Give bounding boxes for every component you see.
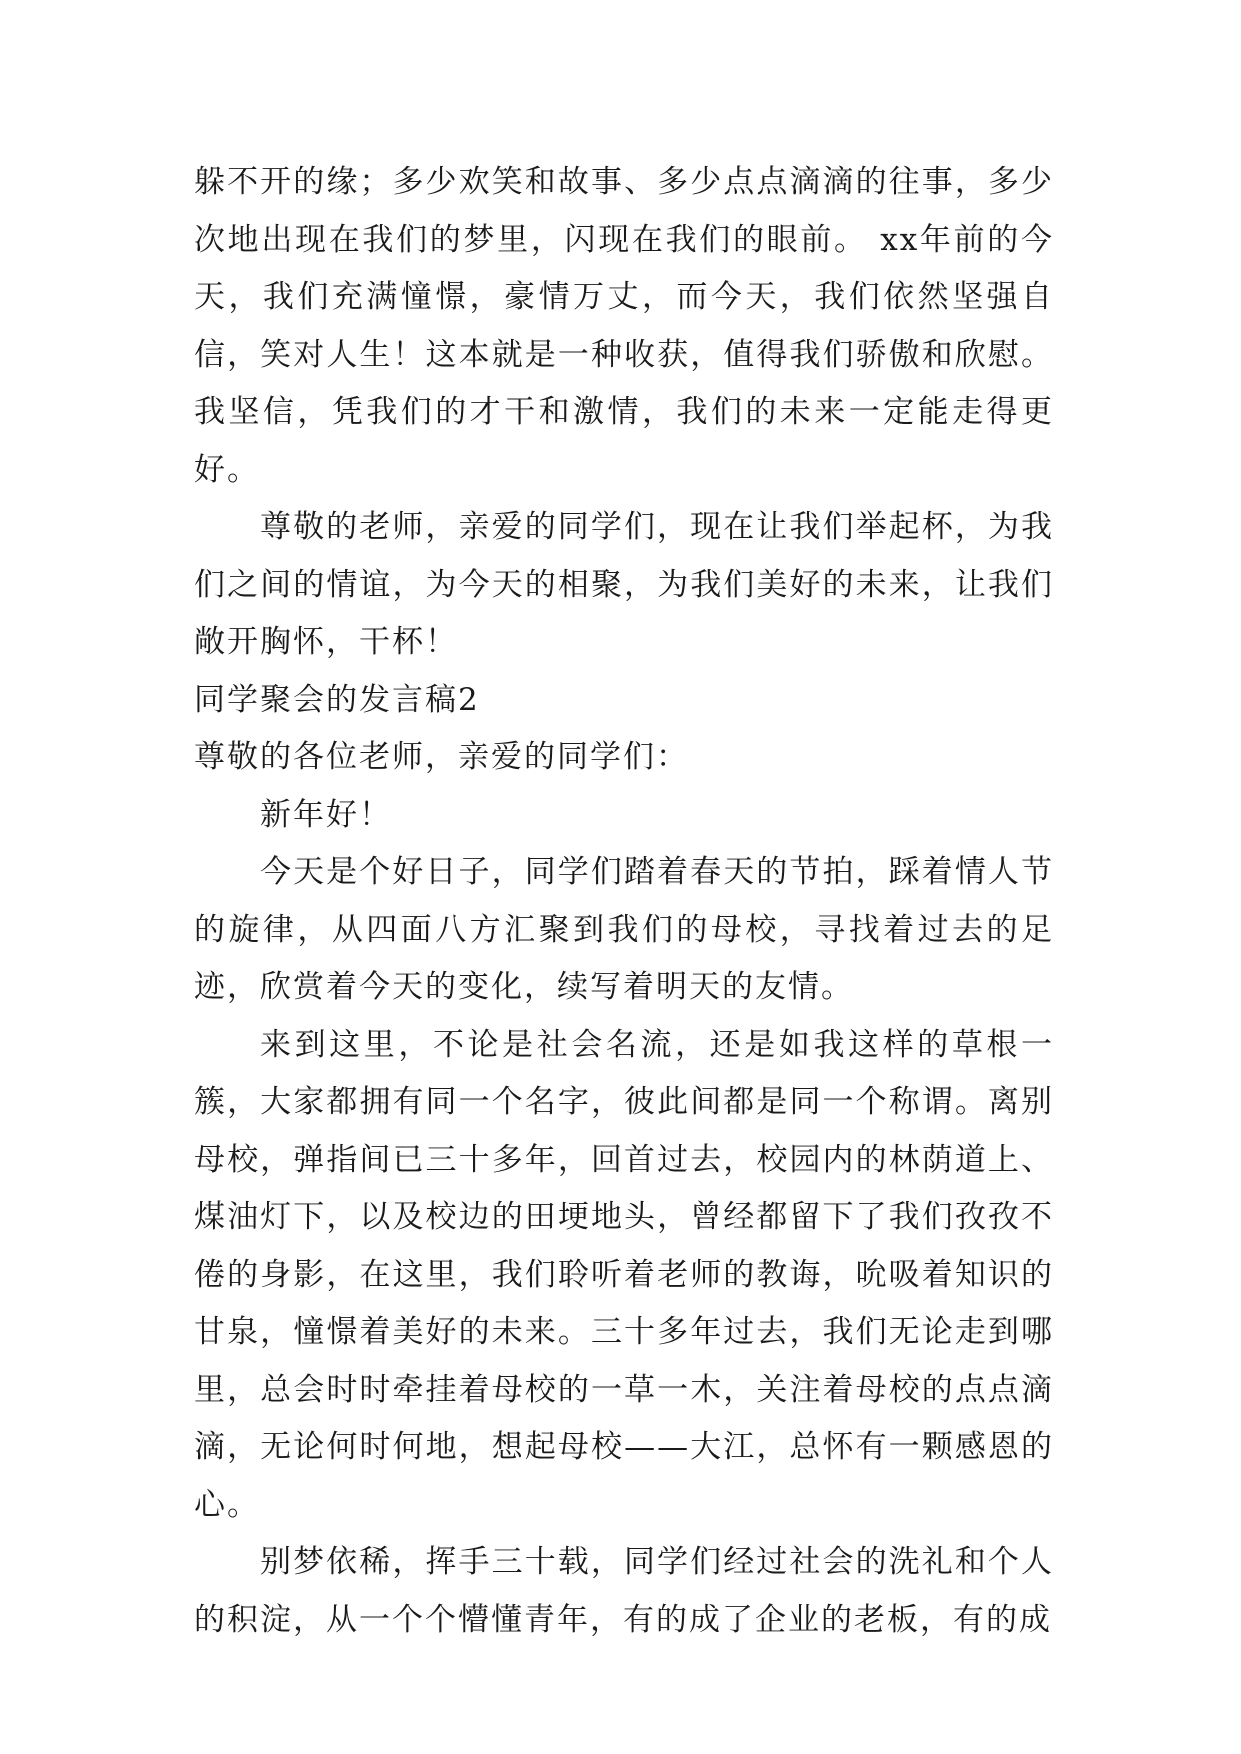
salutation: 尊敬的各位老师，亲爱的同学们： [194,739,689,775]
paragraph-continued: 躲不开的缘；多少欢笑和故事、多少点点滴滴的往事，多少次地出现在我们的梦里，闪现在我们的眼前。 xx年前的今天，我们充满憧憬，豪情万丈，而今天，我们依然坚强自信，笑对人生！这本就是一种收获，值得我们骄傲和欣慰。我坚信，凭我们的才干和激情，我们的未来一定能走得更好。 [194,164,1054,488]
paragraph-greeting: 新年好！ [260,796,392,833]
paragraph-memories: 来到这里，不论是社会名流，还是如我这样的草根一簇，大家都拥有同一个名字，彼此间都是同一个称谓。离别母校，弹指间已三十多年，回首过去，校园内的林荫道上、煤油灯下，以及校边的田埂地头，曾经都留下了我们孜孜不倦的身影，在这里，我们聆听着老师的教诲，吮吸着知识的甘泉，憧憬着美好的未来。三十多年过去，我们无论走到哪里，总会时时牵挂着母校的一草一木，关注着母校的点点滴滴，无论何时何地，想起母校——大江，总怀有一颗感恩的心。 [194,1026,1054,1523]
paragraph-gathering: 今天是个好日子，同学们踏着春天的节拍，踩着情人节的旋律，从四面八方汇聚到我们的母校，寻找着过去的足迹，欣赏着今天的变化，续写着明天的友情。 [194,854,1054,1005]
paragraph-toast: 尊敬的老师，亲爱的同学们，现在让我们举起杯，为我们之间的情谊，为今天的相聚，为我们美好的未来，让我们敞开胸怀，干杯！ [194,509,1054,660]
document-body [194,154,1054,1649]
section-title: 同学聚会的发言稿2 [194,681,480,718]
paragraph-thirty-years: 别梦依稀，挥手三十载，同学们经过社会的洗礼和个人的积淀，从一个个懵懂青年，有的成了企业的老板，有的成 [194,1544,1054,1638]
